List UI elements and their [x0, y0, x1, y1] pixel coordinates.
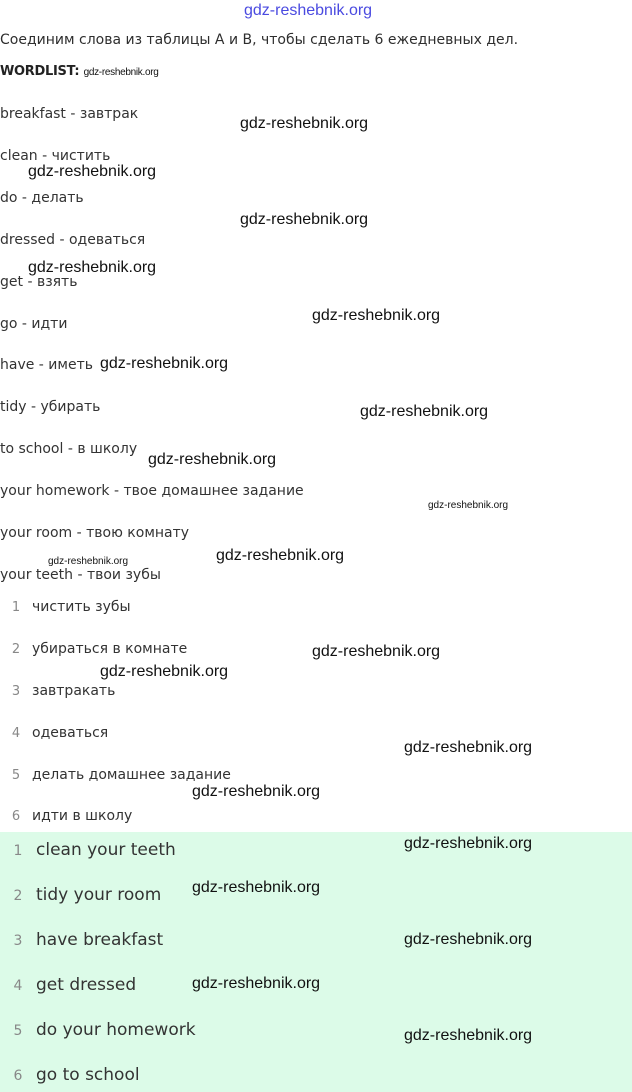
- answer-item: [0, 840, 176, 860]
- item-number: 5: [13, 1023, 23, 1039]
- watermark: gdz-reshebnik.org: [192, 879, 321, 896]
- wordlist-item: get - взять: [0, 274, 78, 290]
- task-instruction: Соединим слова из таблицы А и В, чтобы сделать 6 ежедневных дел.: [0, 32, 519, 48]
- item-number: 3: [13, 933, 23, 949]
- item-text: чистить зубы: [32, 599, 131, 615]
- item-number: 2: [11, 642, 21, 657]
- item-text: have breakfast: [36, 930, 164, 950]
- watermark: gdz-reshebnik.org: [148, 451, 277, 468]
- wordlist-item: have - иметь: [0, 357, 93, 373]
- wordlist-label: WORDLIST:: [0, 64, 80, 79]
- item-number: 5: [11, 768, 21, 783]
- wordlist-item: your room - твою комнату: [0, 525, 190, 541]
- answer-item: [0, 930, 163, 950]
- translation-item: [0, 641, 187, 657]
- item-number: 6: [11, 809, 21, 824]
- item-number: 1: [13, 843, 23, 859]
- translation-item: [0, 767, 231, 783]
- item-text: do your homework: [36, 1020, 196, 1040]
- watermark: gdz-reshebnik.org: [216, 547, 345, 564]
- wordlist-item: to school - в школу: [0, 441, 138, 457]
- item-text: clean your teeth: [36, 840, 176, 860]
- wordlist-item: do - делать: [0, 190, 84, 206]
- watermark: gdz-reshebnik.org: [28, 163, 157, 180]
- watermark: gdz-reshebnik.org: [240, 211, 369, 228]
- wordlist-item: clean - чистить: [0, 148, 111, 164]
- item-number: 3: [11, 684, 21, 699]
- answers-panel: [0, 832, 632, 1092]
- item-number: 6: [13, 1068, 23, 1084]
- item-number: 2: [13, 888, 23, 904]
- item-text: убираться в комнате: [32, 641, 188, 657]
- watermark: gdz-reshebnik.org: [83, 67, 159, 78]
- watermark: gdz-reshebnik.org: [48, 556, 129, 567]
- translation-item: [0, 808, 132, 824]
- translation-item: [0, 683, 115, 699]
- watermark: gdz-reshebnik.org: [404, 739, 533, 756]
- watermark: gdz-reshebnik.org: [360, 403, 489, 420]
- watermark: gdz-reshebnik.org: [312, 643, 441, 660]
- item-text: get dressed: [36, 975, 137, 995]
- answer-item: [0, 885, 161, 905]
- wordlist-heading: [0, 64, 159, 79]
- watermark: gdz-reshebnik.org: [240, 115, 369, 132]
- wordlist-item: your teeth - твои зубы: [0, 567, 161, 583]
- wordlist-item: go - идти: [0, 316, 68, 332]
- answer-item: [0, 975, 136, 995]
- watermark: gdz-reshebnik.org: [404, 835, 533, 852]
- item-number: 1: [11, 600, 21, 615]
- translation-item: [0, 725, 108, 741]
- wordlist-item: breakfast - завтрак: [0, 106, 139, 122]
- answer-item: [0, 1065, 140, 1085]
- wordlist-item: tidy - убирать: [0, 399, 101, 415]
- watermark: gdz-reshebnik.org: [28, 259, 157, 276]
- wordlist-item: your homework - твое домашнее задание: [0, 483, 304, 499]
- watermark: gdz-reshebnik.org: [100, 663, 229, 680]
- watermark: gdz-reshebnik.org: [100, 355, 229, 372]
- item-text: go to school: [36, 1065, 140, 1085]
- item-text: делать домашнее задание: [32, 767, 231, 783]
- watermark: gdz-reshebnik.org: [428, 500, 509, 511]
- watermark: gdz-reshebnik.org: [404, 1027, 533, 1044]
- item-text: tidy your room: [36, 885, 162, 905]
- item-number: 4: [11, 726, 21, 741]
- item-number: 4: [13, 978, 23, 994]
- item-text: одеваться: [32, 725, 109, 741]
- translation-item: [0, 599, 131, 615]
- watermark: gdz-reshebnik.org: [404, 931, 533, 948]
- answer-item: [0, 1020, 196, 1040]
- wordlist-item: dressed - одеваться: [0, 232, 146, 248]
- watermark: gdz-reshebnik.org: [192, 783, 321, 800]
- watermark: gdz-reshebnik.org: [192, 975, 321, 992]
- item-text: идти в школу: [32, 808, 133, 824]
- item-text: завтракать: [32, 683, 116, 699]
- watermark: gdz-reshebnik.org: [312, 307, 441, 324]
- watermark-top: gdz-reshebnik.org: [244, 2, 373, 19]
